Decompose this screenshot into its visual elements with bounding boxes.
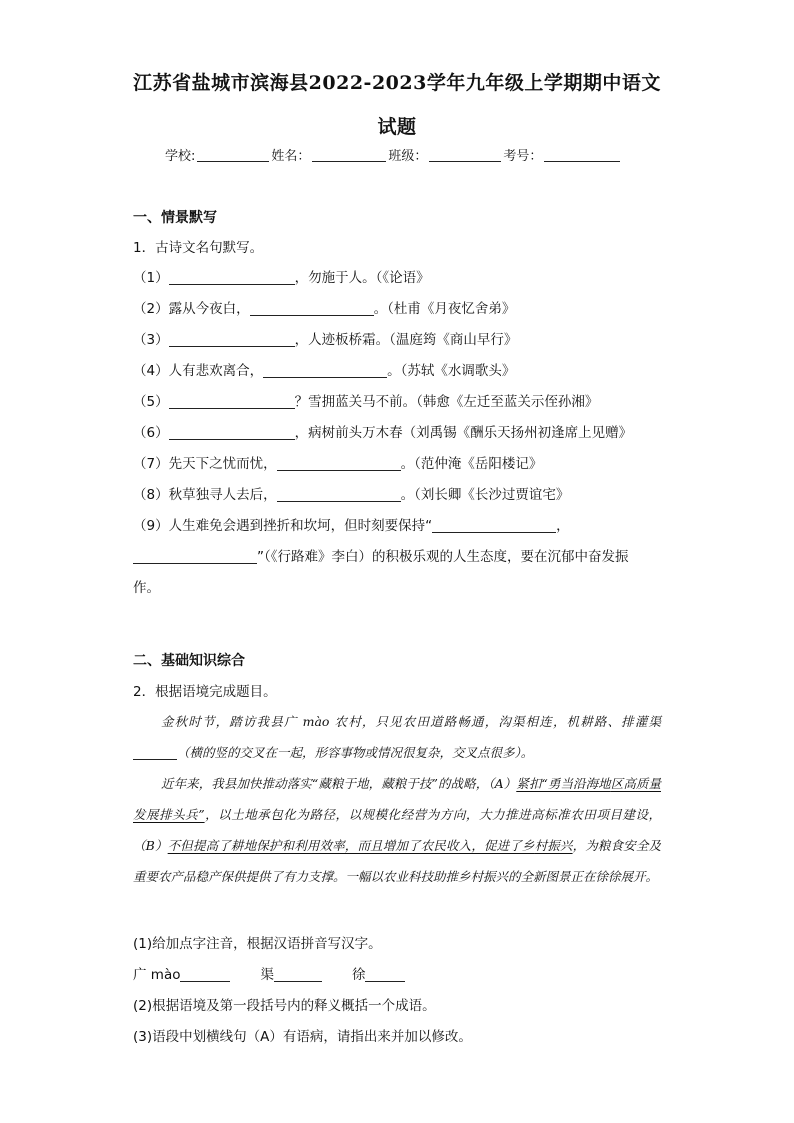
student-info-row [165,145,622,164]
item-text-before: 秋草独寻人去后， [168,487,277,503]
passage-text: 金秋时节，踏访我县广 mào 农村，只见农田道路畅通，沟渠相连，机耕路、排灌 [161,714,649,729]
question2-stem: 2．根据语境完成题目。 [133,684,277,700]
item-number: （8） [133,487,169,503]
answer-blank[interactable] [277,456,401,471]
recite-item-7 [133,452,542,472]
recite-item-4 [133,359,515,379]
passage-text: （横的竖的交叉在一起，形容事物或情况很复杂，交叉点很多）。 [177,745,534,760]
passage-text: 振兴的全新图景正在徐徐展开。 [483,869,659,884]
item-number: （7） [133,456,169,472]
pinyin-label: 徐 [351,967,366,983]
pinyin-label: 广 mào [133,967,181,983]
answer-blank[interactable] [263,363,387,378]
item-text-before: 人有悲欢离合， [168,363,264,379]
school-label: 学校: [165,149,196,164]
section2-heading: 二、基础知识综合 [133,653,245,669]
exam-no-label: 考号： [503,149,543,164]
answer-blank[interactable] [169,425,295,440]
item-number: （5） [133,394,169,410]
recite-item-9-cont [133,545,629,565]
item-text: 人生难免会遇到挫折和坎坷，但时刻要保持“ [168,518,433,534]
name-label: 姓名： [271,149,311,164]
answer-blank[interactable] [133,745,177,760]
item-text-after: ，人迹板桥霜。（温庭筠《商山早行》 [294,332,518,348]
answer-blank[interactable] [277,487,401,502]
item-number: （9） [133,518,169,534]
exam-title-line2: 试题 [377,116,417,138]
item-text-after: 。（刘长卿《长沙过贾谊宅》 [400,487,570,503]
underlined-sentence-b: 不但提高了耕地保护和利用效率，而且增加了农民收入，促进了乡 [167,838,535,853]
sub-question-3: (3)语段中划横线句（A）有语病，请指出来并加以修改。 [133,1029,472,1045]
item-text-after: 。（苏轼《水调歌头》 [387,363,516,379]
passage-text: ，以土地承包化为路径，以规模化经营为方向，大力推进高标准 [204,807,571,822]
exam-no-blank[interactable] [544,149,620,162]
underlined-sentence-b: 村振兴 [534,838,573,853]
sub-question-2: (2)根据语境及第一段括号内的释义概括一个成语。 [133,998,436,1014]
answer-blank[interactable] [180,967,230,982]
pinyin-label: 渠 [260,967,274,983]
item-number: （1） [133,270,169,286]
pinyin-blanks-row [133,963,405,983]
answer-blank[interactable] [169,394,295,409]
answer-blank[interactable] [250,301,374,316]
answer-blank[interactable] [432,518,556,533]
recite-item-9 [133,514,570,534]
passage-paragraph-2 [133,768,661,892]
exam-title-line1: 江苏省盐城市滨海县2022-2023学年九年级上学期期中语文 [133,72,661,94]
item-number: （4） [133,363,169,379]
item-number: （6） [133,425,169,441]
passage-text: 农田项目建设，（B） [133,807,661,853]
item-text-after: ，勿施于人。（《论语》 [294,270,430,286]
item-number: （2） [133,301,169,317]
item-number: （3） [133,332,169,348]
recite-item-1 [133,266,430,286]
recite-item-6 [133,421,632,441]
item-text-after: 。（杜甫《月夜忆舍弟》 [373,301,516,317]
name-blank[interactable] [312,149,386,162]
item-text-after: 。（范仲淹《岳阳楼记》 [400,456,543,472]
recite-item-9-end: 作。 [133,580,160,596]
underlined-sentence-a: 紧扣“勇当沿海地 [516,776,611,791]
item-text-before: 露从今夜白， [168,301,250,317]
passage-text: 近年来，我县加快推动落实“藏粮于地，藏粮于技”的战略，（A） [161,776,517,791]
sub-question-1: (1)给加点字注音，根据汉语拼音写汉字。 [133,936,382,952]
answer-blank[interactable] [169,270,295,285]
question1-stem: 1．古诗文名句默写。 [133,240,264,256]
answer-blank[interactable] [133,549,257,564]
item-text-after: ？雪拥蓝关马不前。（韩愈《左迁至蓝关示侄孙湘》 [294,394,599,410]
item-text-after: ，病树前头万木春（刘禹锡《酬乐天扬州初逢席上见赠》 [294,425,633,441]
item-text: ”（《行路难》李白）的积极乐观的人生态度，要在沉郁中奋发振 [257,549,629,565]
answer-blank[interactable] [169,332,295,347]
item-text: ， [556,518,570,534]
class-blank[interactable] [429,149,501,162]
passage-text: ，为粮食安全及重要农产品稳产保供提供了有力支撑。一幅以农业科技助推乡村 [133,838,661,884]
recite-item-8 [133,483,569,503]
answer-blank[interactable] [274,967,322,982]
class-label: 班级： [388,149,428,164]
passage-paragraph-1 [133,706,661,768]
section1-heading: 一、情景默写 [133,210,217,226]
school-blank[interactable] [197,149,269,162]
passage-text: 渠 [648,714,661,729]
recite-item-5 [133,390,598,410]
item-text-before: 先天下之忧而忧， [168,456,277,472]
answer-blank[interactable] [365,967,405,982]
recite-item-3 [133,328,517,348]
recite-item-2 [133,297,515,317]
underlined-sentence-a: 区高质量发展排头兵” [133,776,661,822]
